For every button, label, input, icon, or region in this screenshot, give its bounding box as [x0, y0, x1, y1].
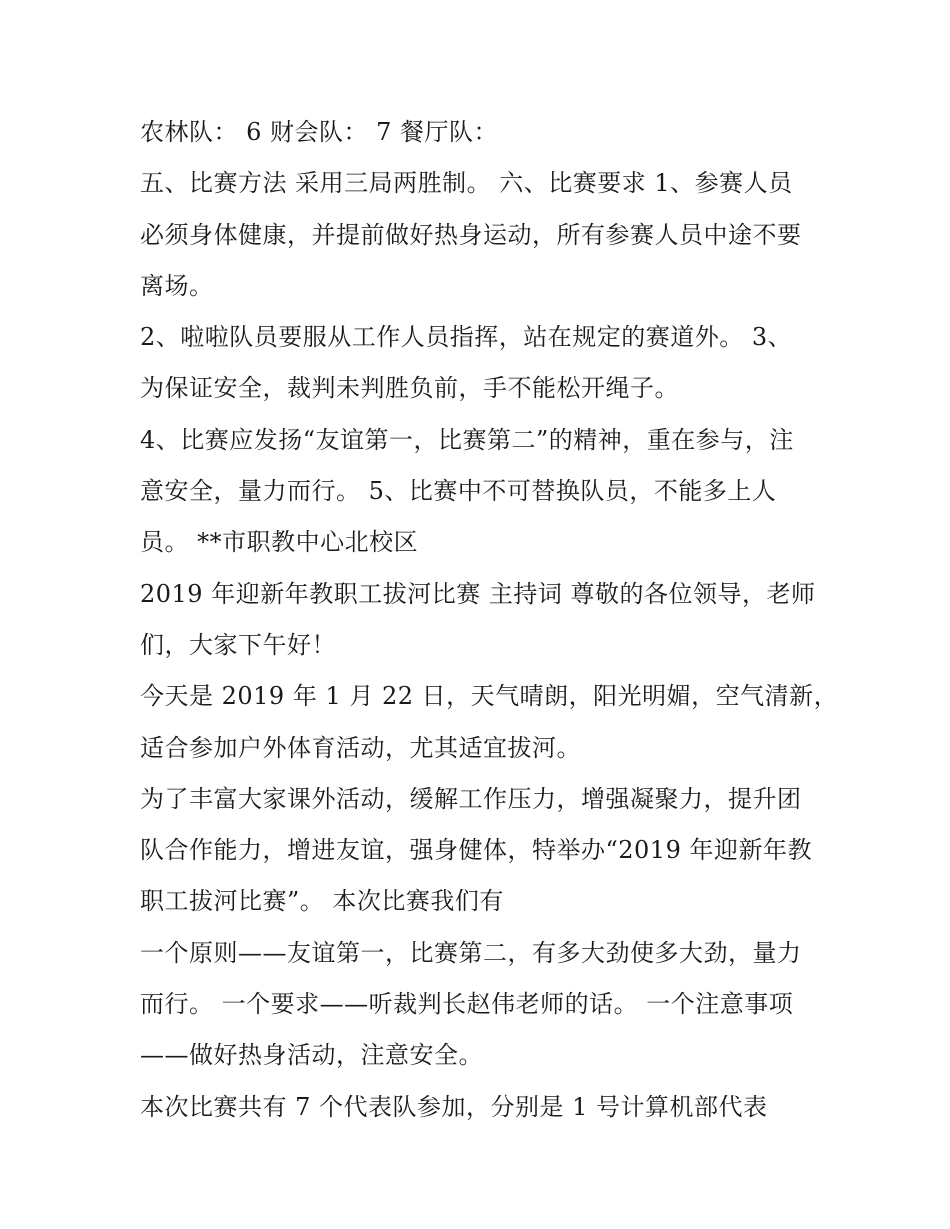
- document-body: [140, 107, 839, 1133]
- text-line: 本次比赛共有 7 个代表队参加，分别是 1 号计算机部代表: [140, 1092, 768, 1121]
- text-line: 4、比赛应发扬“友谊第一，比赛第二”的精神，重在参与，注: [140, 425, 794, 454]
- text-line: 队合作能力，增进友谊，强身健体，特举办“2019 年迎新年教: [140, 836, 812, 865]
- text-line: 2、啦啦队员要服从工作人员指挥，站在规定的赛道外。 3、: [140, 323, 793, 352]
- text-line: ——做好热身活动，注意安全。: [140, 1041, 483, 1070]
- text-line: 一个原则——友谊第一，比赛第二，有多大劲使多大劲，量力: [140, 938, 802, 967]
- text-line: 适合参加户外体育活动，尤其适宜拔河。: [140, 733, 581, 762]
- text-line: 为了丰富大家课外活动，缓解工作压力，增强凝聚力，提升团: [140, 784, 802, 813]
- text-line: 必须身体健康，并提前做好热身运动，所有参赛人员中途不要: [140, 220, 802, 249]
- text-line: 们，大家下午好！: [140, 630, 336, 659]
- text-line: 职工拔河比赛”。 本次比赛我们有: [140, 887, 504, 916]
- text-line: 2019 年迎新年教职工拔河比赛 主持词 尊敬的各位领导，老师: [140, 579, 816, 608]
- text-line: 今天是 2019 年 1 月 22 日，天气晴朗，阳光明媚，空气清新，: [140, 682, 839, 711]
- text-line: 员。 **市职教中心北校区: [140, 528, 419, 557]
- text-line: 意安全，量力而行。 5、比赛中不可替换队员，不能多上人: [140, 477, 777, 506]
- text-line: 为保证安全，裁判未判胜负前，手不能松开绳子。: [140, 374, 679, 403]
- text-line: 而行。 一个要求——听裁判长赵伟老师的话。 一个注意事项: [140, 990, 794, 1019]
- text-line: 离场。: [140, 271, 214, 300]
- text-line: 五、比赛方法 采用三局两胜制。 六、比赛要求 1、参赛人员: [140, 169, 793, 198]
- text-line: 农林队： 6 财会队： 7 餐厅队：: [140, 118, 499, 146]
